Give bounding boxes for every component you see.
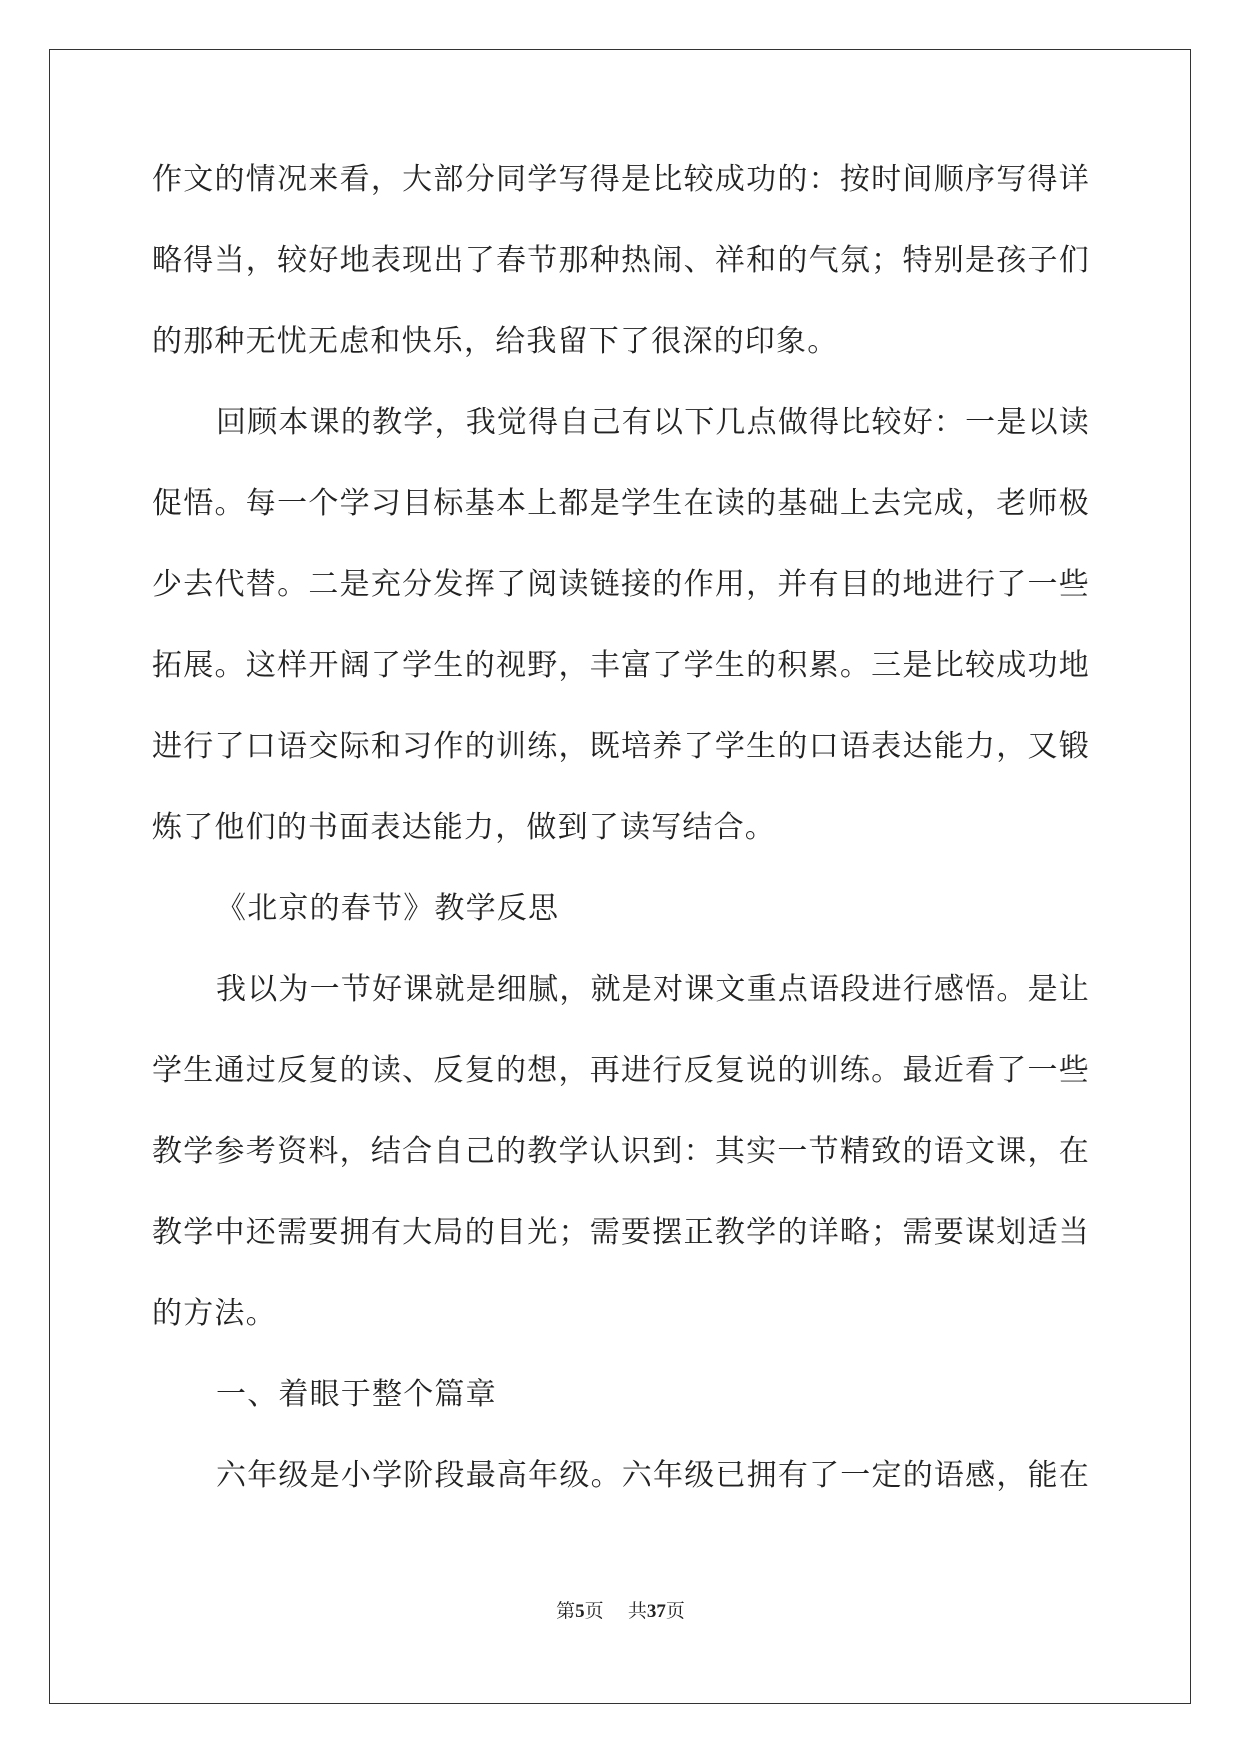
paragraph-line: 少去代替。二是充分发挥了阅读链接的作用，并有目的地进行了一些	[152, 567, 1090, 602]
paragraph-line: 的那种无忧无虑和快乐，给我留下了很深的印象。	[152, 324, 839, 359]
paragraph-line: 拓展。这样开阔了学生的视野，丰富了学生的积累。三是比较成功地	[152, 648, 1090, 683]
total-label-suffix: 页	[665, 1600, 685, 1622]
paragraph-line: 促悟。每一个学习目标基本上都是学生在读的基础上去完成，老师极	[152, 486, 1090, 521]
page-footer	[0, 1598, 1241, 1625]
page-label-prefix: 第	[556, 1600, 576, 1622]
paragraph-line: 略得当，较好地表现出了春节那种热闹、祥和的气氛；特别是孩子们	[152, 243, 1090, 278]
paragraph-line: 六年级是小学阶段最高年级。六年级已拥有了一定的语感，能在	[216, 1458, 1090, 1493]
section-title: 《北京的春节》教学反思	[216, 891, 560, 926]
paragraph-line: 教学参考资料，结合自己的教学认识到：其实一节精致的语文课，在	[152, 1134, 1090, 1169]
paragraph-line: 的方法。	[152, 1296, 277, 1331]
document-body	[152, 160, 1090, 1537]
total-label-prefix: 共	[627, 1600, 647, 1622]
paragraph-line: 学生通过反复的读、反复的想，再进行反复说的训练。最近看了一些	[152, 1053, 1090, 1088]
paragraph-line: 作文的情况来看，大部分同学写得是比较成功的：按时间顺序写得详	[152, 162, 1090, 197]
paragraph-line: 回顾本课的教学，我觉得自己有以下几点做得比较好：一是以读	[216, 405, 1090, 440]
subsection-heading: 一、着眼于整个篇章	[216, 1377, 497, 1412]
paragraph-line: 我以为一节好课就是细腻，就是对课文重点语段进行感悟。是让	[216, 972, 1090, 1007]
total-pages: 37	[646, 1601, 666, 1622]
page-number: 5	[575, 1601, 585, 1622]
page-label-suffix: 页	[584, 1600, 604, 1622]
paragraph-line: 进行了口语交际和习作的训练，既培养了学生的口语表达能力，又锻	[152, 729, 1090, 764]
paragraph-line: 教学中还需要拥有大局的目光；需要摆正教学的详略；需要谋划适当	[152, 1215, 1090, 1250]
paragraph-line: 炼了他们的书面表达能力，做到了读写结合。	[152, 810, 776, 845]
